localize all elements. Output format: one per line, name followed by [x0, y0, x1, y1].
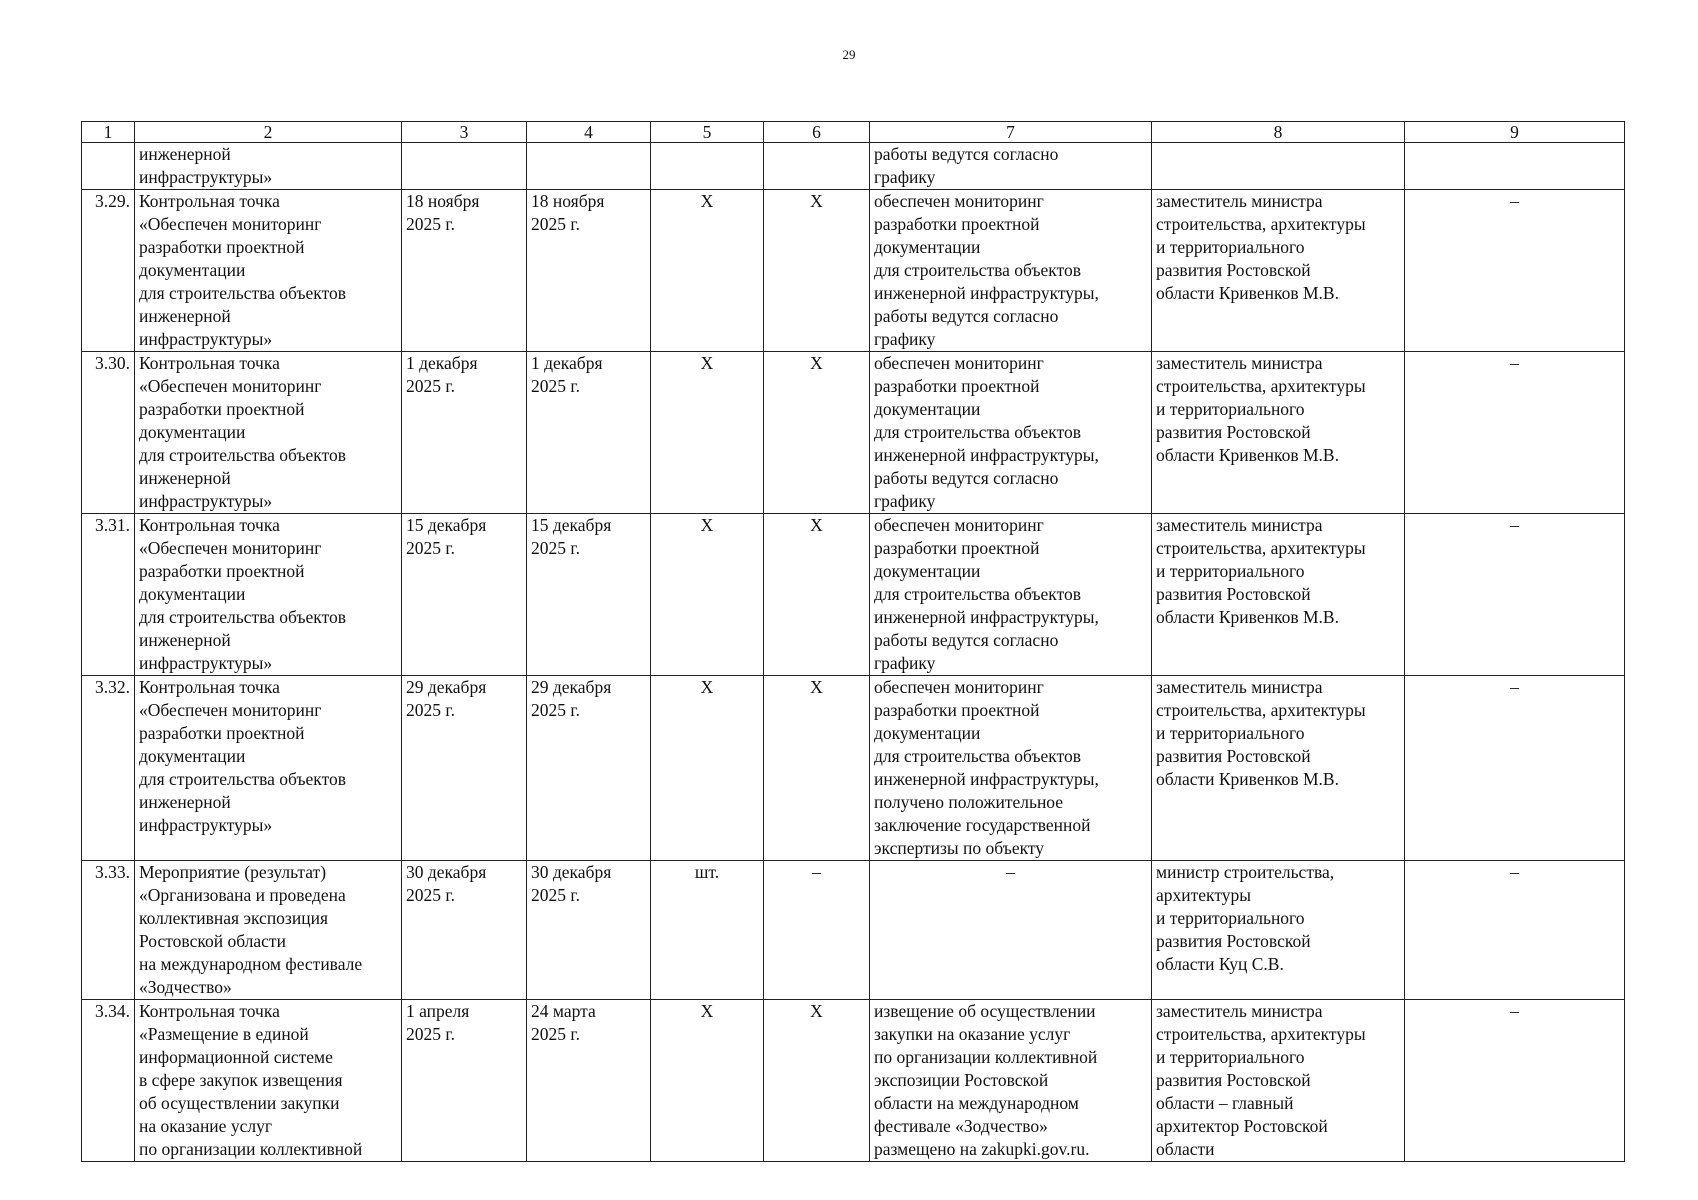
result-description: обеспечен мониторинг разработки проектной документации для строительства объектов инженерной инфраструктуры, работы ведутся согласно графику — [870, 190, 1152, 352]
value: – — [764, 861, 870, 1000]
result-description: – — [870, 861, 1152, 1000]
table-row — [82, 143, 1625, 190]
value — [764, 143, 870, 190]
table-row — [82, 861, 1625, 1000]
result-description: работы ведутся согласно графику — [870, 143, 1152, 190]
activity-name: Контрольная точка «Обеспечен мониторинг разработки проектной документации для строительства объектов инженерной инфраструктуры» — [135, 676, 402, 861]
end-date: 18 ноября 2025 г. — [527, 190, 651, 352]
end-date: 15 декабря 2025 г. — [527, 514, 651, 676]
unit: шт. — [651, 861, 764, 1000]
header-cell: 6 — [764, 122, 870, 143]
unit: X — [651, 514, 764, 676]
result-description: обеспечен мониторинг разработки проектной документации для строительства объектов инженерной инфраструктуры, работы ведутся согласно графику — [870, 352, 1152, 514]
activity-name: Контрольная точка «Обеспечен мониторинг разработки проектной документации для строительства объектов инженерной инфраструктуры» — [135, 352, 402, 514]
note — [1405, 143, 1625, 190]
value: X — [764, 514, 870, 676]
start-date: 30 декабря 2025 г. — [402, 861, 527, 1000]
header-cell: 8 — [1152, 122, 1405, 143]
responsible — [1152, 143, 1405, 190]
header-cell: 3 — [402, 122, 527, 143]
row-number: 3.29. — [82, 190, 135, 352]
unit — [651, 143, 764, 190]
start-date: 15 декабря 2025 г. — [402, 514, 527, 676]
table-row — [82, 352, 1625, 514]
note: – — [1405, 676, 1625, 861]
value: X — [764, 190, 870, 352]
row-number: 3.31. — [82, 514, 135, 676]
unit: X — [651, 676, 764, 861]
unit: X — [651, 190, 764, 352]
header-row — [82, 122, 1625, 143]
note: – — [1405, 190, 1625, 352]
value: X — [764, 676, 870, 861]
start-date: 18 ноября 2025 г. — [402, 190, 527, 352]
end-date: 24 марта 2025 г. — [527, 1000, 651, 1162]
value: X — [764, 1000, 870, 1162]
header-cell: 9 — [1405, 122, 1625, 143]
start-date: 1 декабря 2025 г. — [402, 352, 527, 514]
header-cell: 4 — [527, 122, 651, 143]
table-row — [82, 514, 1625, 676]
responsible: заместитель министра строительства, архитектуры и территориального развития Ростовской области Кривенков М.В. — [1152, 514, 1405, 676]
activity-name: Контрольная точка «Обеспечен мониторинг разработки проектной документации для строительства объектов инженерной инфраструктуры» — [135, 190, 402, 352]
responsible: заместитель министра строительства, архитектуры и территориального развития Ростовской области Кривенков М.В. — [1152, 676, 1405, 861]
note: – — [1405, 352, 1625, 514]
activity-name: Контрольная точка «Размещение в единой информационной системе в сфере закупок извещения об осуществлении закупки на оказание услуг по организации коллективной — [135, 1000, 402, 1162]
unit: X — [651, 1000, 764, 1162]
value: X — [764, 352, 870, 514]
result-description: обеспечен мониторинг разработки проектной документации для строительства объектов инженерной инфраструктуры, работы ведутся согласно графику — [870, 514, 1152, 676]
responsible: министр строительства, архитектуры и территориального развития Ростовской области Куц С.В. — [1152, 861, 1405, 1000]
table-row — [82, 676, 1625, 861]
end-date: 30 декабря 2025 г. — [527, 861, 651, 1000]
row-number: 3.32. — [82, 676, 135, 861]
responsible: заместитель министра строительства, архитектуры и территориального развития Ростовской области – главный архитектор Ростовской области — [1152, 1000, 1405, 1162]
row-number: 3.30. — [82, 352, 135, 514]
header-cell: 1 — [82, 122, 135, 143]
note: – — [1405, 861, 1625, 1000]
start-date: 29 декабря 2025 г. — [402, 676, 527, 861]
end-date — [527, 143, 651, 190]
activity-name: инженерной инфраструктуры» — [135, 143, 402, 190]
table-row — [82, 1000, 1625, 1162]
header-cell: 7 — [870, 122, 1152, 143]
start-date — [402, 143, 527, 190]
row-number — [82, 143, 135, 190]
activity-name: Контрольная точка «Обеспечен мониторинг разработки проектной документации для строительства объектов инженерной инфраструктуры» — [135, 514, 402, 676]
start-date: 1 апреля 2025 г. — [402, 1000, 527, 1162]
note: – — [1405, 514, 1625, 676]
result-description: извещение об осуществлении закупки на оказание услуг по организации коллективной экспозиции Ростовской области на международном фестивале «Зодчество» размещено на zakupki.gov.ru. — [870, 1000, 1152, 1162]
end-date: 29 декабря 2025 г. — [527, 676, 651, 861]
header-cell: 5 — [651, 122, 764, 143]
responsible: заместитель министра строительства, архитектуры и территориального развития Ростовской области Кривенков М.В. — [1152, 190, 1405, 352]
table-row — [82, 190, 1625, 352]
activity-name: Мероприятие (результат) «Организована и проведена коллективная экспозиция Ростовской области на международном фестивале «Зодчество» — [135, 861, 402, 1000]
header-cell: 2 — [135, 122, 402, 143]
result-description: обеспечен мониторинг разработки проектной документации для строительства объектов инженерной инфраструктуры, получено положительное заключение государственной экспертизы по объекту — [870, 676, 1152, 861]
page-number: 29 — [842, 47, 856, 62]
plan-table — [81, 121, 1625, 1162]
end-date: 1 декабря 2025 г. — [527, 352, 651, 514]
row-number: 3.34. — [82, 1000, 135, 1162]
note: – — [1405, 1000, 1625, 1162]
unit: X — [651, 352, 764, 514]
responsible: заместитель министра строительства, архитектуры и территориального развития Ростовской области Кривенков М.В. — [1152, 352, 1405, 514]
row-number: 3.33. — [82, 861, 135, 1000]
